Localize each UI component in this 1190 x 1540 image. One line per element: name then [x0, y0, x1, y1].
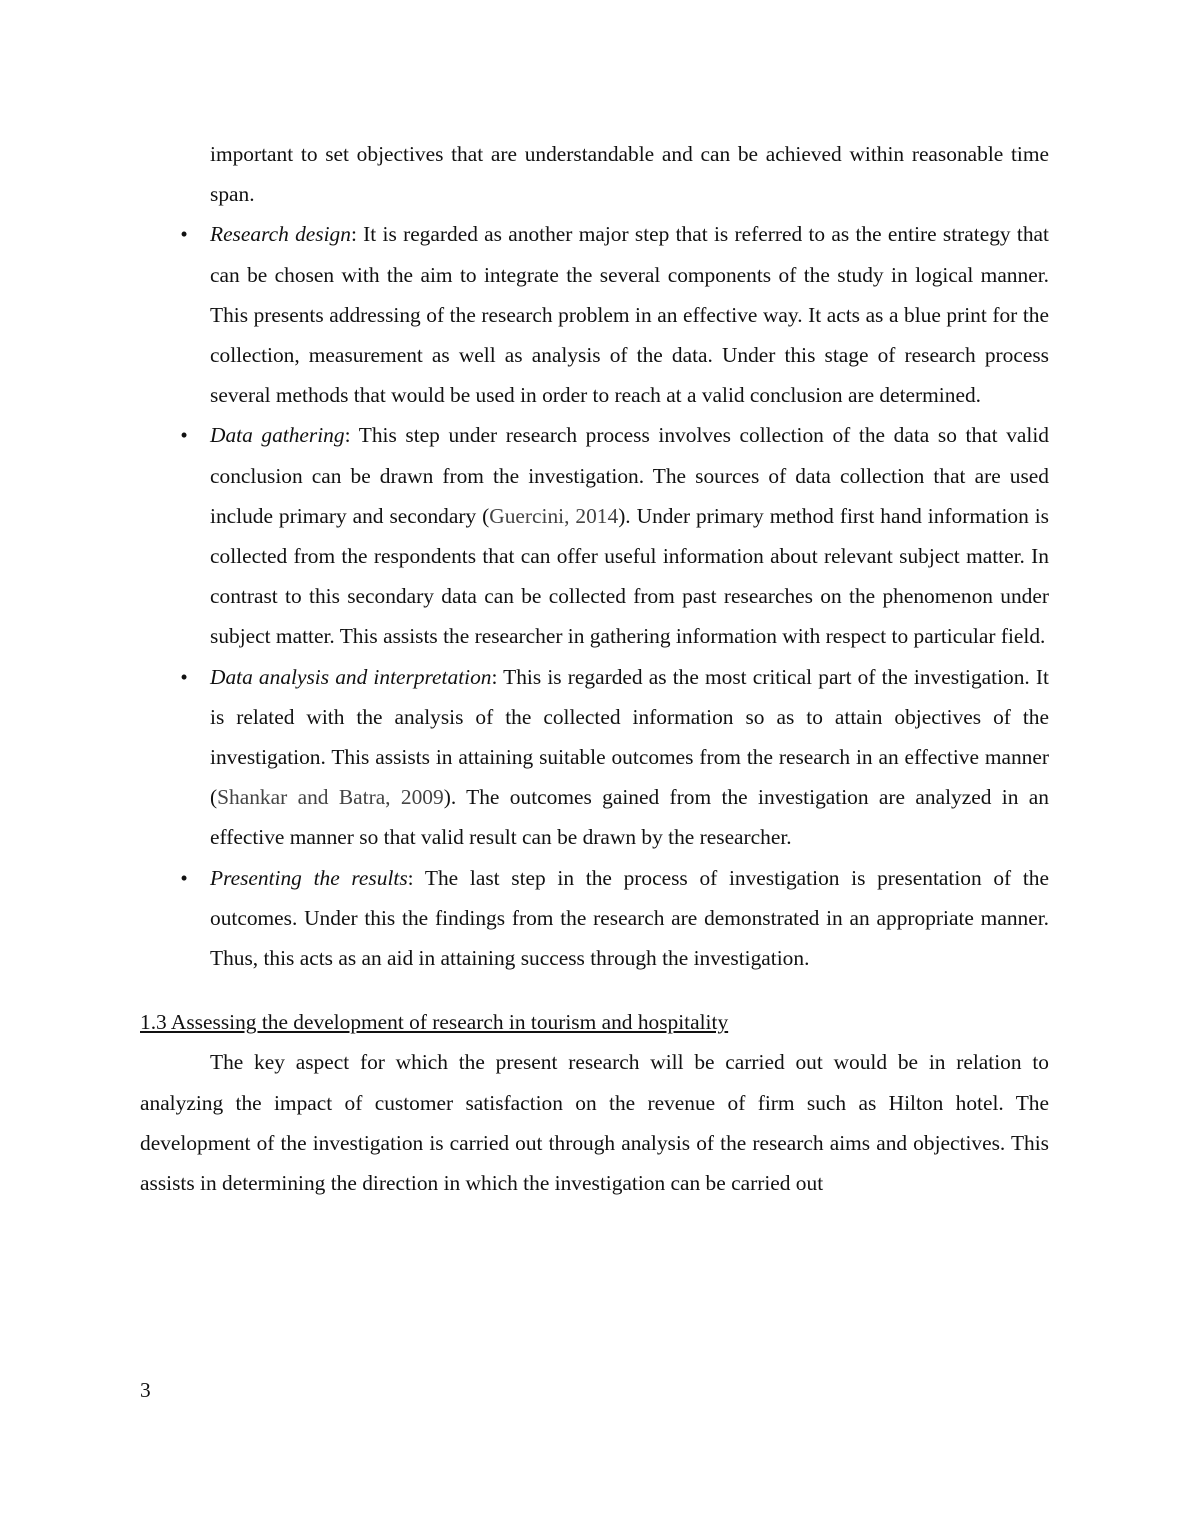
term-research-design: Research design — [210, 222, 351, 247]
page-content — [140, 134, 1049, 1203]
section-heading: 1.3 Assessing the development of research in tourism and hospitality — [140, 1010, 729, 1035]
list-item-research-design — [180, 214, 1049, 415]
citation-guercini: Guercini, 2014 — [489, 503, 619, 528]
section-paragraph: The key aspect for which the present research will be carried out would be in relation to analyzing the impact of customer satisfaction on the revenue of firm such as Hilton hotel. The development of the investigation is carried out through analysis of the research aims and objectives. This assists in determining the direction in which the investigation can be carried out — [140, 1050, 1049, 1196]
term-data-analysis: Data analysis and interpretation — [210, 664, 492, 689]
page-number: 3 — [140, 1378, 151, 1402]
desc-data-gathering-before: : This step under research process involves collection of the data so that valid conclusion can be drawn from the investigation. The sources of data collection that are used include primary and secondary ( — [210, 423, 1049, 528]
intro-continuation: important to set objectives that are understandable and can be achieved within reasonable time span. — [210, 142, 1049, 207]
list-item-data-analysis — [180, 657, 1049, 858]
list-item-data-gathering — [180, 415, 1050, 656]
desc-data-gathering-after: ). Under primary method first hand information is collected from the respondents that can offer useful information about relevant subject matter. In contrast to this secondary data can be collected from past researches on the phenomenon under subject matter. This assists the researcher in gathering information with respect to particular field. — [210, 503, 1050, 649]
bullet-icon: • — [180, 222, 188, 247]
desc-presenting-results: : The last step in the process of investigation is presentation of the outcomes. Under this the findings from the research are demonstrated in an appropriate manner. Thus, this acts as an aid in attaining success through the investigation. — [210, 865, 1049, 971]
citation-shankar-batra: Shankar and Batra, 2009 — [217, 785, 444, 810]
research-process-list — [140, 214, 1049, 978]
desc-research-design: : It is regarded as another major step that is referred to as the entire strategy that can be chosen with the aim to integrate the several components of the study in logical manner. This presents addressing of the research problem in an effective way. It acts as a blue print for the collection, measurement as well as analysis of the data. Under this stage of research process several methods that would be used in order to reach at a valid conclusion are determined. — [210, 222, 1049, 408]
term-data-gathering: Data gathering — [210, 423, 345, 448]
bullet-icon: • — [180, 423, 188, 448]
desc-data-analysis-before: : This is regarded as the most critical part of the investigation. It is related with the analysis of the collected information so as to attain objectives of the investigation. This assists in attaining suitable outcomes from the research in an effective manner ( — [210, 664, 1049, 810]
desc-data-analysis-after: ). The outcomes gained from the investigation are analyzed in an effective manner so that valid result can be drawn by the researcher. — [210, 785, 1049, 850]
term-presenting-results: Presenting the results — [210, 865, 408, 890]
bullet-icon: • — [180, 865, 188, 890]
bullet-icon: • — [180, 664, 188, 689]
list-item-presenting-results — [180, 858, 1049, 979]
